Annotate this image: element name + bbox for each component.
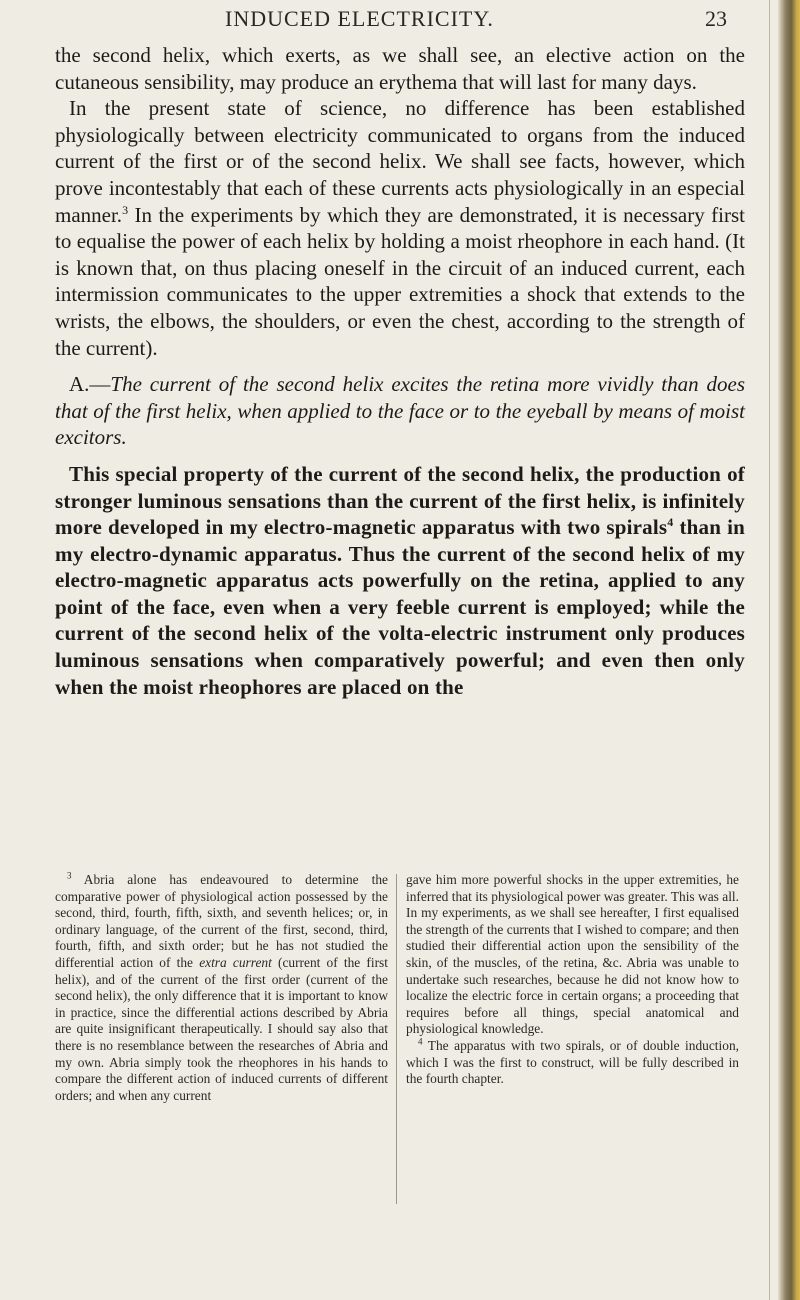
page-fold-line <box>769 0 770 1300</box>
footnote-column-left <box>55 872 388 1104</box>
footnote-text: (current of the first helix), and of the current of the first order (current of the second helix), the only difference that it is important to know in practice, since the differential actions described by Abria are quite insignificant therapeutically. I should say also that there is no resemblance between the researches of Abria and my own. Abria simply took the rheophores in his hands to compare the different action of induced currents of different orders; and when any current <box>55 954 388 1103</box>
footnote-ref: 3 <box>122 202 129 217</box>
paragraph-text: than in my electro-dynamic apparatus. Thus the current of the second helix of my electro-magnetic apparatus acts powerfully on the retina, applied to any point of the face, even when a very feeble current is employed; while the current of the second helix of the volta-electric instrument only produces luminous sensations when comparatively powerful; and even then only when the moist rheophores are placed on the <box>55 515 745 699</box>
footnote-text: Abria alone has endeavoured to determine the comparative power of physiological action possessed by the second, third, fourth, fifth, sixth, and seventh helices; or, in ordinary language, of the current of the first, second, third, fourth, fifth, and sixth order; but he has not studied the differential action of the <box>55 872 388 970</box>
paragraph-text: the second helix, which exerts, as we shall see, an elective action on the cutaneous sensibility, may produce an erythema that will last for many days. <box>55 43 745 94</box>
footnote-italic: extra current <box>199 954 272 970</box>
proposition-text: The current of the second helix excites the retina more vividly than does that of the first helix, when applied to the face or to the eyeball by means of moist excitors. <box>55 372 745 450</box>
footnote-mark: 4 <box>418 1036 423 1047</box>
footnote-text: gave him more powerful shocks in the upper extremities, he inferred that its physiological power was greater. This was all. In my experiments, as we shall see hereafter, I first equalised the strength of the currents that I wished to compare; and then studied their differential action upon the sensibility of the skin, of the muscles, of the retina, &c. Abria was unable to undertake such researches, because he did not know how to localize the electric force in certain organs; a proceeding that requires before all things, special anatomical and physiological knowledge. <box>406 872 739 1037</box>
footnote-ref: 4 <box>667 515 674 530</box>
footnote-text: The apparatus with two spirals, or of double induction, which I was the first to construct, will be fully described in the fourth chapter. <box>406 1037 739 1087</box>
main-text <box>55 42 745 700</box>
page-number: 23 <box>705 6 727 31</box>
column-divider <box>396 874 397 1204</box>
footnote-3-continued <box>406 872 739 1038</box>
paragraph <box>55 95 745 361</box>
footnote-mark: 3 <box>67 870 72 881</box>
proposition-label: A.— <box>69 372 111 397</box>
proposition <box>55 371 745 451</box>
gilt-page-edge <box>778 0 800 1300</box>
footnotes <box>55 872 750 1212</box>
footnote-3 <box>55 872 388 1104</box>
running-head <box>0 4 790 44</box>
footnote-4 <box>406 1038 739 1088</box>
paragraph-text: In the experiments by which they are demonstrated, it is necessary first to equalise the power of each helix by holding a moist rheophore in each hand. (It is known that, on thus placing oneself in the circuit of an induced current, each intermission communicates to the upper extremities a shock that extends to the wrists, the elbows, the shoulders, or even the chest, according to the strength of the current). <box>55 202 745 360</box>
paragraph-emphasized <box>55 461 745 700</box>
footnote-column-right <box>406 872 739 1088</box>
paragraph-text: In the present state of science, no difference has been established physiologically between electricity communicated to organs from the induced current of the first or of the second helix. We shall see facts, however, which prove incontestably that each of these currents acts physiologically in an especial manner. <box>55 96 745 227</box>
paragraph-continued <box>55 42 745 95</box>
paragraph-text: This special property of the current of the second helix, the production of stronger luminous sensations than the current of the first helix, is infinitely more developed in my electro-magnetic apparatus with two spirals <box>55 461 745 540</box>
running-title: INDUCED ELECTRICITY. <box>225 6 494 31</box>
